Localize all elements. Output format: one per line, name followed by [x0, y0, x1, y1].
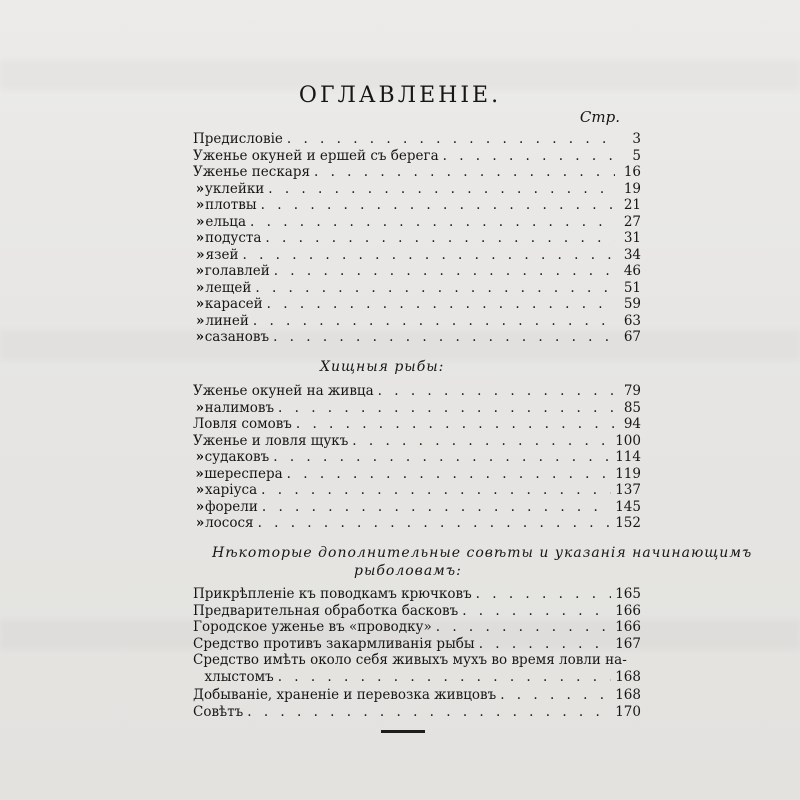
leader-dots: [476, 586, 612, 603]
toc-entry: [193, 687, 641, 704]
toc-entry-page: 79: [623, 383, 641, 399]
ditto-mark: »: [195, 465, 204, 482]
ditto-mark: »: [196, 246, 205, 263]
toc-entry-label: подуста: [204, 230, 262, 246]
toc-entry-label: Уженье и ловля щукъ: [193, 432, 349, 449]
ditto-mark: »: [195, 482, 205, 498]
ditto-mark: »: [195, 329, 205, 345]
leader-dots: [253, 313, 615, 330]
toc-entry: [193, 329, 641, 346]
toc-entry-page: 34: [623, 246, 641, 263]
toc-entry: [193, 230, 641, 247]
toc-entry: [193, 148, 641, 165]
toc-entry-label: лещей: [205, 279, 252, 296]
leader-dots: [262, 499, 611, 516]
toc-entry-page: 46: [623, 263, 641, 279]
toc-entry-label-line1: Средство имѣть около себя живыхъ мухъ во время ловли на-: [193, 652, 627, 668]
leader-dots: [378, 383, 615, 400]
toc-entry-label: Городское уженье въ «проводку»: [193, 619, 432, 635]
leader-dots: [278, 669, 612, 686]
toc-entry-page: 114: [615, 449, 641, 465]
toc-entry-label: Совѣтъ: [193, 703, 244, 720]
toc-entry-label: Ловля сомовъ: [193, 416, 292, 432]
toc-entry-label-line2: хлыстомъ: [204, 668, 274, 685]
toc-entry-page: 63: [623, 312, 641, 329]
leader-dots: [287, 466, 612, 483]
section-title-predatory: Хищныя рыбы:: [320, 359, 445, 375]
toc-entry-page: 19: [623, 180, 641, 197]
ditto-mark: »: [195, 312, 205, 329]
toc-entry-label: ельца: [205, 213, 247, 230]
toc-entry-label: Средство противъ закармливанія рыбы: [193, 635, 475, 652]
toc-entry: [193, 197, 641, 214]
toc-entry-page: 119: [615, 465, 641, 482]
ditto-mark: »: [195, 230, 205, 246]
toc-entry-label: линей: [205, 312, 249, 329]
toc-entry: [193, 515, 641, 532]
leader-dots: [242, 247, 615, 264]
toc-entry-page: 168: [615, 687, 641, 703]
leader-dots: [261, 197, 615, 214]
toc-entry: [193, 416, 641, 433]
ditto-mark: »: [195, 449, 205, 465]
leader-dots: [296, 416, 615, 433]
toc-entry-label: Уженье пескаря: [193, 164, 310, 180]
toc-entry-label: уклейки: [204, 180, 265, 197]
toc-entry: [193, 499, 641, 516]
toc-entry-label: Добываніе, храненіе и перевозка живцовъ: [193, 687, 497, 703]
toc-entry-label: форели: [204, 498, 258, 515]
leader-dots: [268, 181, 615, 198]
leader-dots: [287, 131, 615, 148]
toc-entry: [193, 400, 641, 417]
toc-entry-page: 21: [623, 197, 641, 213]
toc-entry-page: 170: [615, 703, 641, 720]
section-title-advice-line1: Нѣкоторые дополнительные совѣты и указанія начинающимъ: [212, 545, 753, 561]
leader-dots: [352, 433, 611, 450]
toc-entry-label: карасей: [204, 296, 263, 312]
toc-entry: [193, 131, 641, 148]
leader-dots: [479, 636, 612, 653]
toc-entry-page: 31: [623, 230, 641, 246]
leader-dots: [443, 148, 615, 165]
toc-entry: [193, 619, 641, 636]
toc-entry-page: 5: [632, 147, 641, 164]
toc-entry-page: 94: [623, 416, 641, 432]
leader-dots: [274, 263, 615, 280]
toc-entry-page: 85: [623, 399, 641, 416]
toc-section-predatory: [193, 383, 641, 532]
toc-multiline-entry: [193, 652, 641, 685]
toc-entry: [193, 164, 641, 181]
leader-dots: [314, 164, 615, 181]
toc-entry-label: судаковъ: [204, 449, 270, 465]
toc-entry-page: 59: [623, 296, 641, 312]
leader-dots: [265, 230, 615, 247]
toc-entry-page: 165: [615, 586, 641, 602]
toc-entry-page: 16: [623, 164, 641, 180]
leader-dots: [500, 687, 611, 704]
toc-entry-label: сазановъ: [204, 329, 270, 345]
page-title: ОГЛАВЛЕНІЕ.: [298, 83, 502, 108]
ditto-mark: »: [195, 279, 205, 296]
toc-entry-page: 67: [623, 329, 641, 345]
toc-entry: [193, 449, 641, 466]
toc-entry: [193, 586, 641, 603]
toc-entry: [193, 280, 641, 297]
leader-dots: [267, 296, 615, 313]
leader-dots: [258, 515, 612, 532]
toc-section-main: [193, 131, 641, 346]
toc-entry: [193, 313, 641, 330]
toc-entry: [193, 482, 641, 499]
toc-entry-page: 3: [632, 131, 641, 147]
toc-entry: [193, 247, 641, 264]
toc-entry: [193, 636, 641, 653]
leader-dots: [436, 619, 611, 636]
toc-entry-page: 27: [623, 213, 641, 230]
toc-entry-page: 137: [615, 482, 641, 498]
toc-entry: [193, 704, 641, 721]
leader-dots: [255, 280, 615, 297]
toc-entry: [193, 466, 641, 483]
leader-dots: [462, 603, 611, 620]
toc-entry: [193, 214, 641, 231]
leader-dots: [278, 400, 615, 417]
toc-entry: [193, 263, 641, 280]
toc-entry-page: 51: [623, 279, 641, 296]
toc-entry-label: Уженье окуней на живца: [193, 383, 374, 399]
toc-entry-page: 100: [615, 432, 641, 449]
ditto-mark: »: [195, 213, 205, 230]
toc-entry-page: 145: [615, 498, 641, 515]
ditto-mark: »: [195, 399, 205, 416]
leader-dots: [250, 214, 615, 231]
toc-entry-label: налимовъ: [204, 399, 275, 416]
ditto-mark: »: [195, 180, 205, 197]
toc-entry-page: 166: [615, 602, 641, 619]
ditto-mark: »: [195, 197, 205, 213]
ditto-mark: »: [195, 498, 205, 515]
toc-entry: [193, 181, 641, 198]
toc-entry-label: харіуса: [204, 482, 258, 498]
toc-entry: [193, 296, 641, 313]
ditto-mark: »: [195, 296, 205, 312]
toc-entry-label: Уженье окуней и ершей съ берега: [193, 147, 439, 164]
toc-entry-label: Предисловіе: [193, 131, 283, 147]
toc-entry-page: 166: [615, 619, 641, 635]
closing-rule: [381, 730, 425, 733]
leader-dots: [273, 449, 611, 466]
leader-dots: [247, 704, 611, 721]
toc-entry-label: плотвы: [205, 197, 257, 213]
toc-entry: [193, 383, 641, 400]
toc-entry-label: язей: [205, 246, 239, 263]
toc-entry-label: голавлей: [204, 263, 270, 279]
leader-dots: [261, 482, 611, 499]
leader-dots: [273, 329, 615, 346]
toc-section-advice: [193, 586, 641, 652]
toc-entry-page: 167: [615, 635, 641, 652]
toc-entry: [193, 433, 641, 450]
toc-entry-page: 168: [615, 668, 641, 685]
toc-section-advice-tail: [193, 687, 641, 720]
toc-entry-label: Предварительная обработка басковъ: [193, 602, 459, 619]
toc-entry: [193, 603, 641, 620]
toc-entry: [193, 669, 641, 686]
toc-entry-label: шереспера: [204, 465, 283, 482]
toc-entry-page: 152: [615, 515, 641, 531]
page-column-label: Стр.: [579, 108, 620, 126]
ditto-mark: »: [195, 263, 205, 279]
section-title-advice-line2: рыболовамъ:: [354, 563, 462, 579]
toc-entry-label: лосося: [205, 515, 254, 531]
ditto-mark: »: [195, 515, 205, 531]
toc-entry-label: Прикрѣпленіе къ поводкамъ крючковъ: [193, 586, 472, 602]
